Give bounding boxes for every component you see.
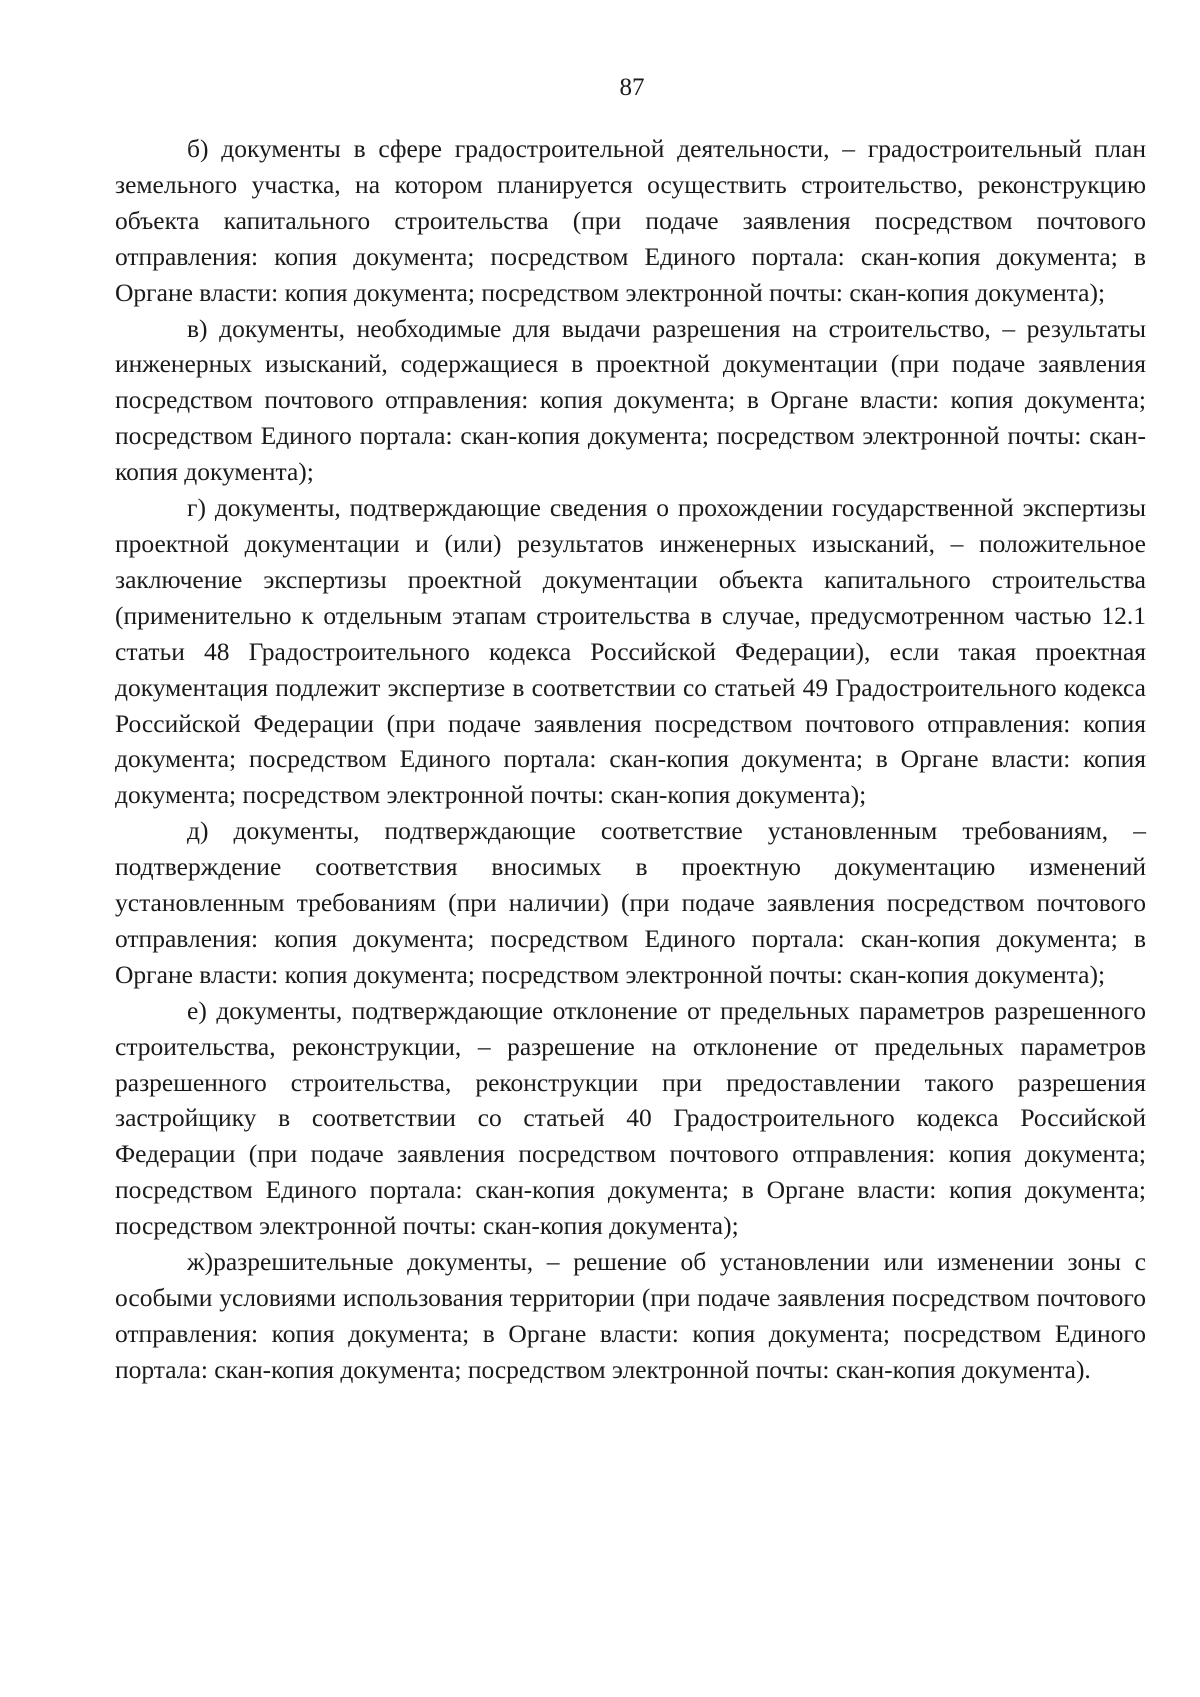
paragraph-zh: ж)разрешительные документы, – решение об установлении или изменении зоны с особыми условиями использования территории (при подаче заявления посредством почтового отправления: копия документа; в Органе власти: копия документа; посредством Единого портала: скан-копия документа; посредством электронной почты: скан-копия документа). bbox=[115, 1247, 1146, 1384]
paragraph-e: е) документы, подтверждающие отклонение от предельных параметров разрешенного строительства, реконструкции, – разрешение на отклонение от предельных параметров разрешенного строительства, реконструкции при предоставлении такого разрешения застройщику в соответствии со статьей 40 Градостроительного кодекса Российской Федерации (при подаче заявления посредством почтового отправления: копия документа; посредством Единого портала: скан-копия документа; в Органе власти: копия документа; посредством электронной почты: скан-копия документа); bbox=[115, 995, 1146, 1241]
paragraph-g: г) документы, подтверждающие сведения о прохождении государственной экспертизы проектной документации и (или) результатов инженерных изысканий, – положительное заключение экспертизы проектной документации объекта капитального строительства (применительно к отдельным этапам строительства в случае, предусмотренном частью 12.1 статьи 48 Градостроительного кодекса Российской Федерации), если такая проектная документация подлежит экспертизе в соответствии со статьей 49 Градостроительного кодекса Российской Федерации (при подаче заявления посредством почтового отправления: копия документа; посредством Единого портала: скан-копия документа; в Органе власти: копия документа; посредством электронной почты: скан-копия документа); bbox=[115, 493, 1146, 810]
paragraph-d: д) документы, подтверждающие соответствие установленным требованиям, – подтверждение соответствия вносимых в проектную документацию изменений установленным требованиям (при наличии) (при подаче заявления посредством почтового отправления: копия документа; посредством Единого портала: скан-копия документа; в Органе власти: копия документа; посредством электронной почты: скан-копия документа); bbox=[115, 816, 1146, 989]
paragraph-v: в) документы, необходимые для выдачи разрешения на строительство, – результаты инженерных изысканий, содержащиеся в проектной документации (при подаче заявления посредством почтового отправления: копия документа; в Органе власти: копия документа; посредством Единого портала: скан-копия документа; посредством электронной почты: скан-копия документа); bbox=[115, 313, 1146, 487]
page-number: 87 bbox=[619, 74, 645, 101]
document-body bbox=[115, 131, 1146, 1388]
paragraph-b: б) документы в сфере градостроительной деятельности, – градостроительный план земельного участка, на котором планируется осуществить строительство, реконструкцию объекта капитального строительства (при подаче заявления посредством почтового отправления: копия документа; посредством Единого портала: скан-копия документа; в Органе власти: копия документа; посредством электронной почты: скан-копия документа); bbox=[115, 134, 1146, 307]
